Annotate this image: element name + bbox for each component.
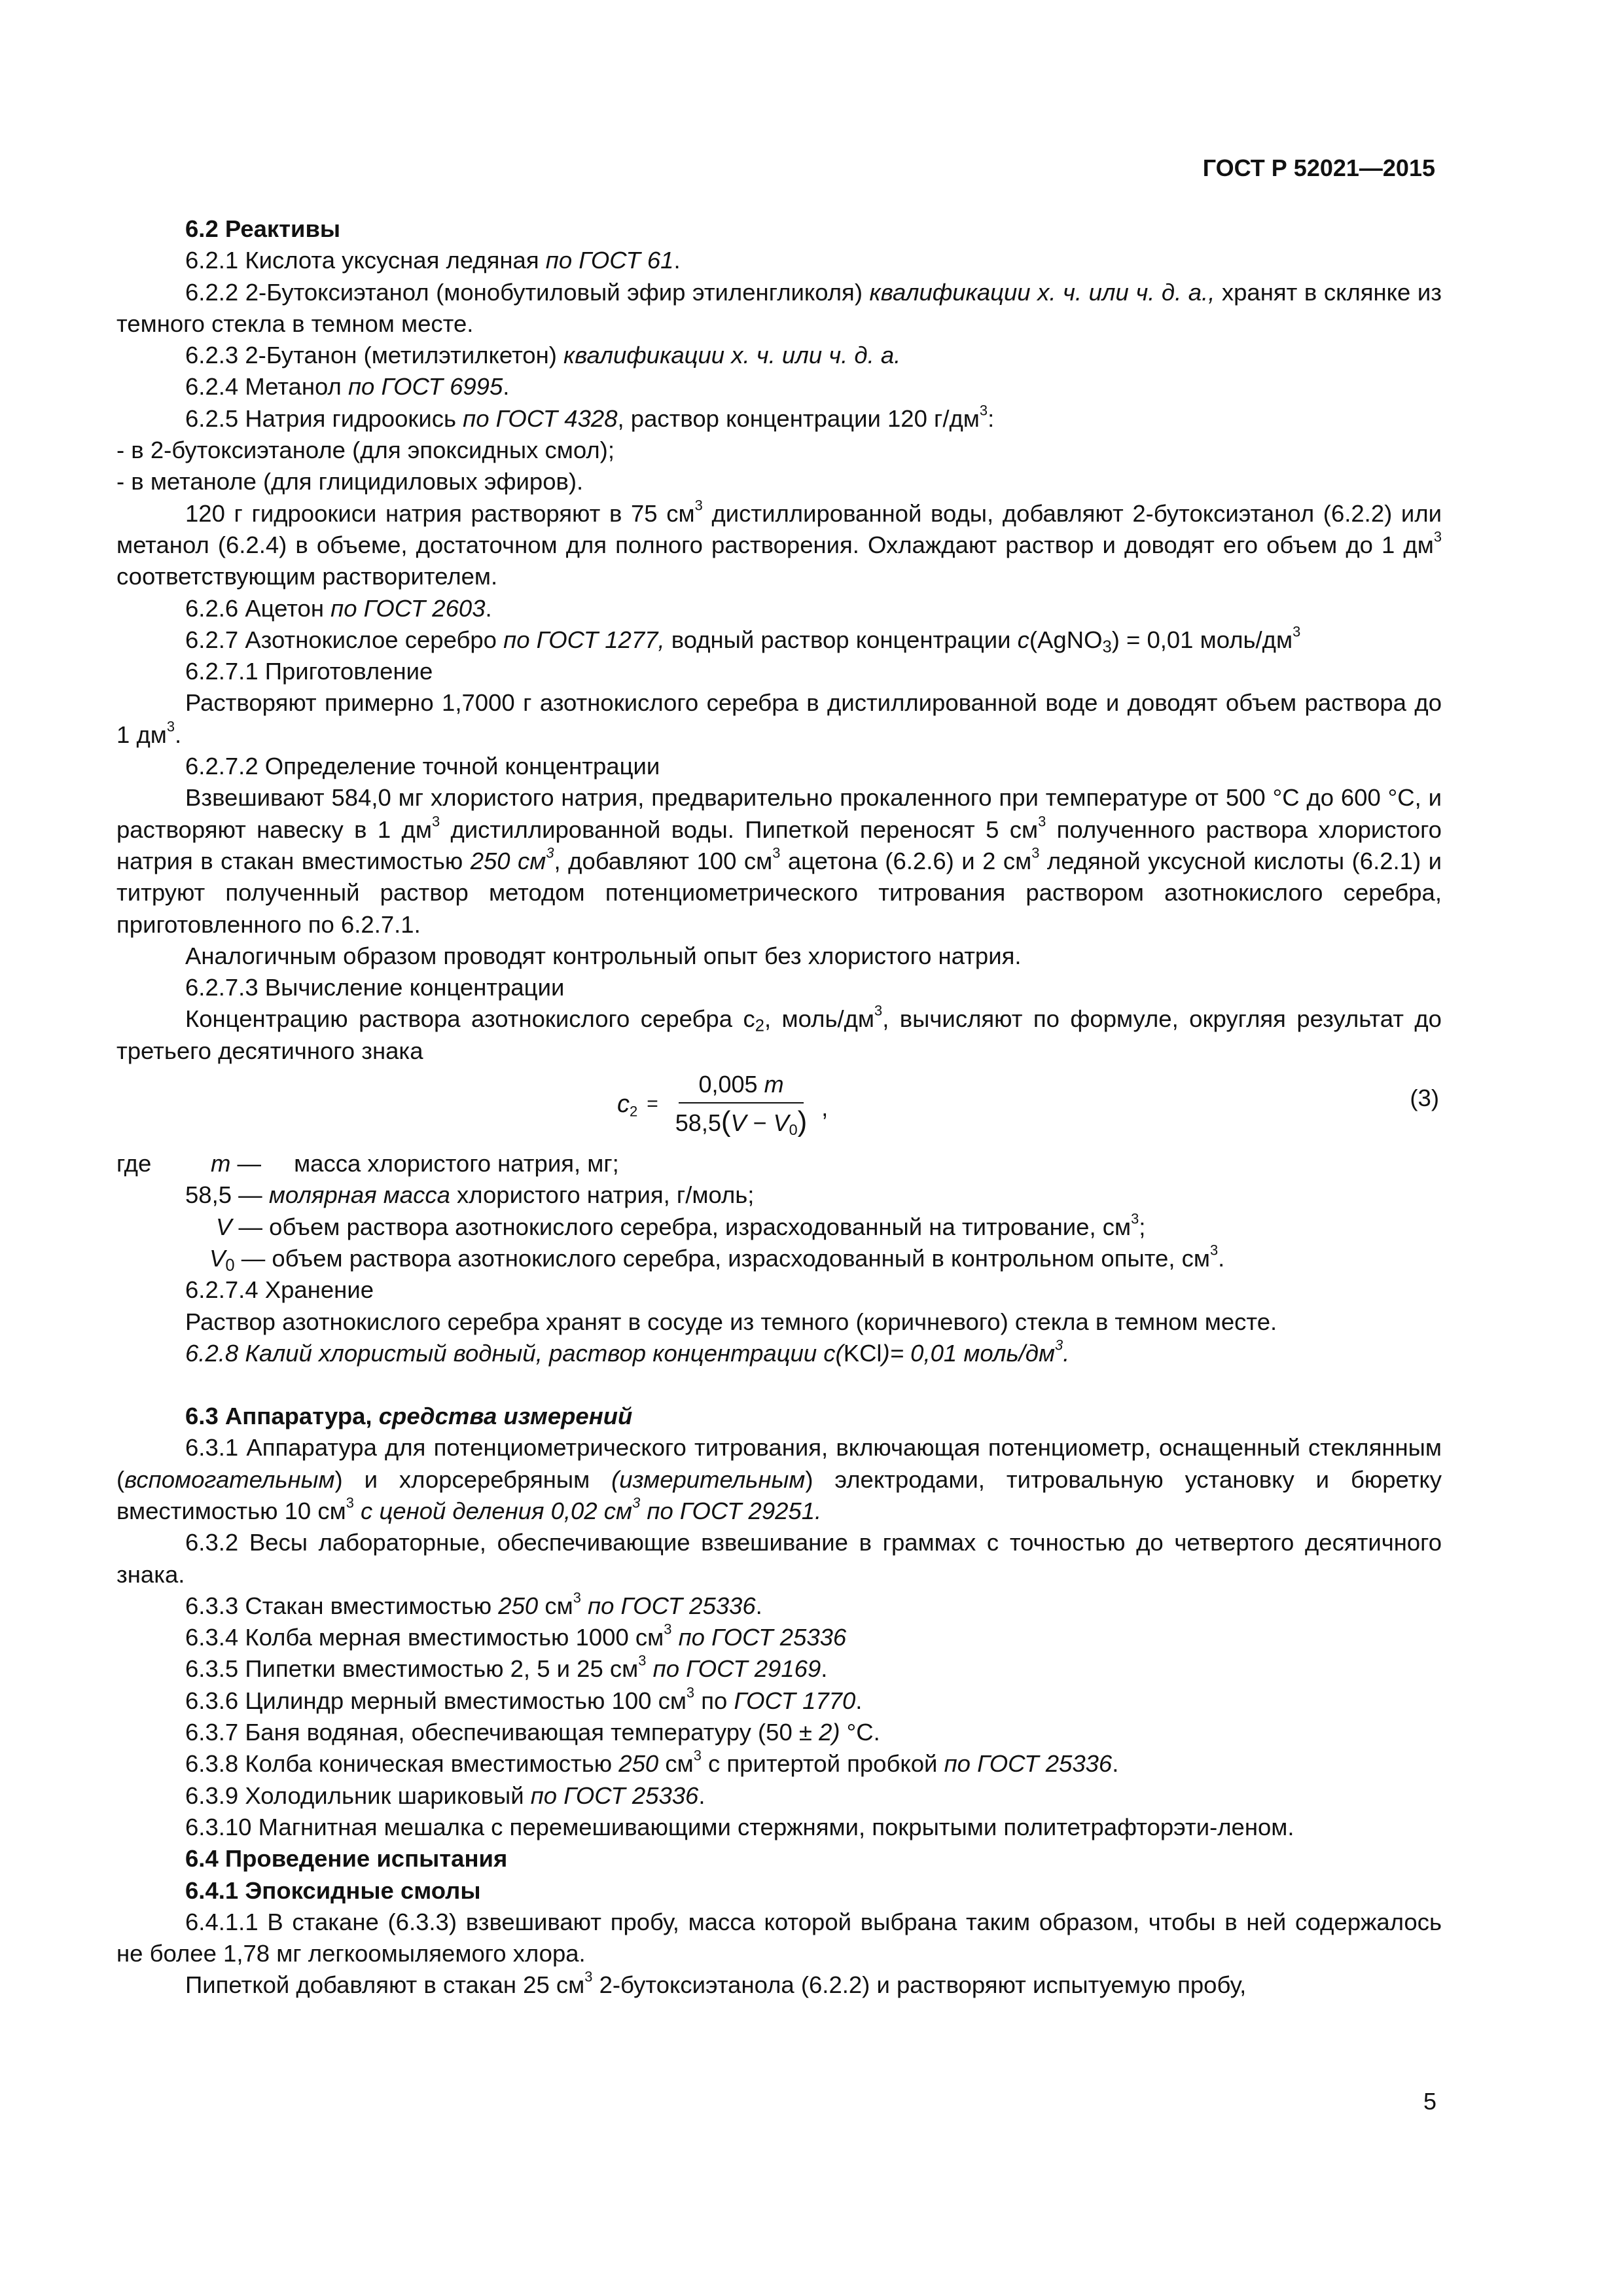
paragraph-6-3-1: 6.3.1 Аппаратура для потенциометрического титрования, включающая потенциометр, оснащенный стеклянным (вспомогательным) и хлорсеребряным (измерительным) электродами, титровальную установку и бюретку вместимостью 10 $см^3$ с ценой деления 0,02 $см^3$ по ГОСТ 29251. (116, 1434, 1442, 1524)
paragraph-6-2-1: 6.2.1 Кислота уксусная ледяная по ГОСТ 61. (185, 247, 681, 274)
paragraph-6-3-10: 6.3.10 Магнитная мешалка с перемешивающими стержнями, покрытыми политетрафторэти-леном. (185, 1813, 1294, 1840)
section-6-2-heading: 6.2 Реактивы (185, 215, 341, 242)
paragraph-6-3-6: 6.3.6 Цилиндр мерный вместимостью 100 $см^3$ по ГОСТ 1770. (185, 1684, 863, 1714)
paragraph-6-2-7-1-title: 6.2.7.1 Приготовление (185, 658, 433, 685)
paragraph-6-2-7-1: Растворяют примерно 1,7000 г азотнокислого серебра в дистиллированной воде и доводят объем раствора до 1 $дм^3$. (116, 689, 1442, 748)
paragraph-6-2-3: 6.2.3 2-Бутанон (метилэтилкетон) квалификации х. ч. или ч. д. а. (185, 342, 901, 369)
formula-legend (116, 1148, 1442, 1274)
paragraph-6-2-7-4: Раствор азотнокислого серебра хранят в сосуде из темного (коричневого) стекла в темном месте. (185, 1308, 1277, 1335)
paragraph-6-2-8: 6.2.8 Калий хлористый водный, раствор концентрации c(KCl)= 0,01 моль/$дм^3$. (185, 1336, 1070, 1367)
section-spacer (116, 1369, 1442, 1401)
section-6-3-heading: 6.3 Аппаратура, средства измерений (185, 1403, 633, 1430)
paragraph-6-2-7-2-title: 6.2.7.2 Определение точной концентрации (185, 753, 660, 780)
paragraph-6-3-4: 6.3.4 Колба мерная вместимостью 1000 $см^3$ по ГОСТ 25336 (185, 1621, 847, 1651)
paragraph-6-3-8: 6.3.8 Колба коническая вместимостью 250 $см^3$ с притертой пробкой по ГОСТ 25336. (185, 1747, 1119, 1778)
formula-number: (3) (1410, 1085, 1439, 1112)
paragraph-6-3-7: 6.3.7 Баня водяная, обеспечивающая температуру (50 ± 2) °С. (185, 1719, 880, 1746)
paragraph-6-2-7: 6.2.7 Азотнокислое серебро по ГОСТ 1277, водный раствор концентрации c(AgNO$_3$) = 0,01 моль/$дм^3$ (185, 623, 1301, 656)
paragraph-6-2-7-3: Концентрацию раствора азотнокислого серебра $с_2$, моль/$дм^3$, вычисляют по формуле, округляя результат до третьего десятичного знака (116, 1002, 1442, 1064)
legend-58-5: 58,5 — молярная масса хлористого натрия, г/моль; (185, 1181, 755, 1209)
legend-v0: $V_0$ — объем раствора азотнокислого серебра, израсходованный в контрольном опыте, $см^3$. (209, 1242, 1225, 1275)
list-item-methanol: - в метаноле (для глицидиловых эфиров). (116, 468, 584, 495)
paragraph-6-2-5-preparation: 120 г гидроокиси натрия растворяют в 75 $см^3$ дистиллированной воды, добавляют 2-бутоксиэтанол (6.2.2) или метанол (6.2.4) в объеме, достаточном для полного растворения. Охлаждают раствор и доводят его объем до 1 $дм^3$ соответствующим растворителем. (116, 497, 1442, 590)
formula-equals: = (647, 1092, 658, 1115)
paragraph-6-3-3: 6.3.3 Стакан вместимостью 250 $см^3$ по ГОСТ 25336. (185, 1589, 762, 1619)
paragraph-6-2-5: 6.2.5 Натрия гидроокись по ГОСТ 4328, раствор концентрации 120 $г/дм^3$: (185, 402, 995, 432)
formula-lhs: $c_2$ (617, 1090, 638, 1120)
legend-v: V — объем раствора азотнокислого серебра, израсходованный на титрование, $см^3$; (216, 1210, 1146, 1240)
paragraph-6-3-5: 6.3.5 Пипетки вместимостью 2, 5 и 25 $см^3$ по ГОСТ 29169. (185, 1652, 828, 1683)
formula-3 (116, 1067, 1442, 1148)
paragraph-6-3-2: 6.3.2 Весы лабораторные, обеспечивающие взвешивание в граммах с точностью до четвертого десятичного знака. (116, 1529, 1442, 1588)
paragraph-control-test: Аналогичным образом проводят контрольный опыт без хлористого натрия. (185, 942, 1022, 969)
legend-m: где m — масса хлористого натрия, мг; (116, 1150, 619, 1177)
section-6-4-heading: 6.4 Проведение испытания (185, 1845, 508, 1873)
page-number: 5 (1423, 2088, 1436, 2115)
document-header: ГОСТ Р 52021—2015 (1202, 154, 1435, 181)
paragraph-6-2-7-3-title: 6.2.7.3 Вычисление концентрации (185, 974, 565, 1001)
section-6-4-1-heading: 6.4.1 Эпоксидные смолы (185, 1876, 481, 1904)
paragraph-6-4-1-1: 6.4.1.1 В стакане (6.3.3) взвешивают пробу, масса которой выбрана таким образом, чтобы в ней содержалось не более 1,78 мг легкоомыляемого хлора. (116, 1908, 1442, 1967)
document-body (116, 213, 1442, 2001)
list-item-butoxyethanol: - в 2-бутоксиэтаноле (для эпоксидных смол); (116, 437, 615, 464)
paragraph-6-3-9: 6.3.9 Холодильник шариковый по ГОСТ 25336. (185, 1782, 705, 1809)
formula-numerator: 0,005 m (679, 1069, 803, 1103)
paragraph-6-2-2: 6.2.2 2-Бутоксиэтанол (монобутиловый эфир этиленгликоля) квалификации х. ч. или ч. д. а., хранят в склянке из темного стекла в темном месте. (116, 278, 1442, 337)
formula-fraction (666, 1069, 816, 1139)
paragraph-6-4-1-2: Пипеткой добавляют в стакан 25 $см^3$ 2-бутоксиэтанола (6.2.2) и растворяют испытуемую пробу, (185, 1968, 1247, 1999)
paragraph-6-2-4: 6.2.4 Метанол по ГОСТ 6995. (185, 373, 510, 401)
paragraph-6-2-7-2: Взвешивают 584,0 мг хлористого натрия, предварительно прокаленного при температуре от 500 °С до 600 °С, и растворяют навеску в 1 $дм^3$ дистиллированной воды. Пипеткой переносят 5 $см^3$ полученного раствора хлористого натрия в стакан вместимостью 250 $см^3$, добавляют 100 $см^3$ ацетона (6.2.6) и 2 $см^3$ ледяной уксусной кислоты (6.2.1) и титруют полученный раствор методом потенциометрического титрования раствором азотнокислого серебра, приготовленного по 6.2.7.1. (116, 784, 1442, 938)
paragraph-6-2-7-4-title: 6.2.7.4 Хранение (185, 1276, 374, 1304)
formula-expression: $c_2$ = $\frac{0,005 m}{58,5(V - V_0)}$ , (617, 1071, 829, 1138)
paragraph-6-2-6: 6.2.6 Ацетон по ГОСТ 2603. (185, 594, 492, 622)
formula-denominator: $58,5(V - V_0)$ (675, 1105, 808, 1138)
